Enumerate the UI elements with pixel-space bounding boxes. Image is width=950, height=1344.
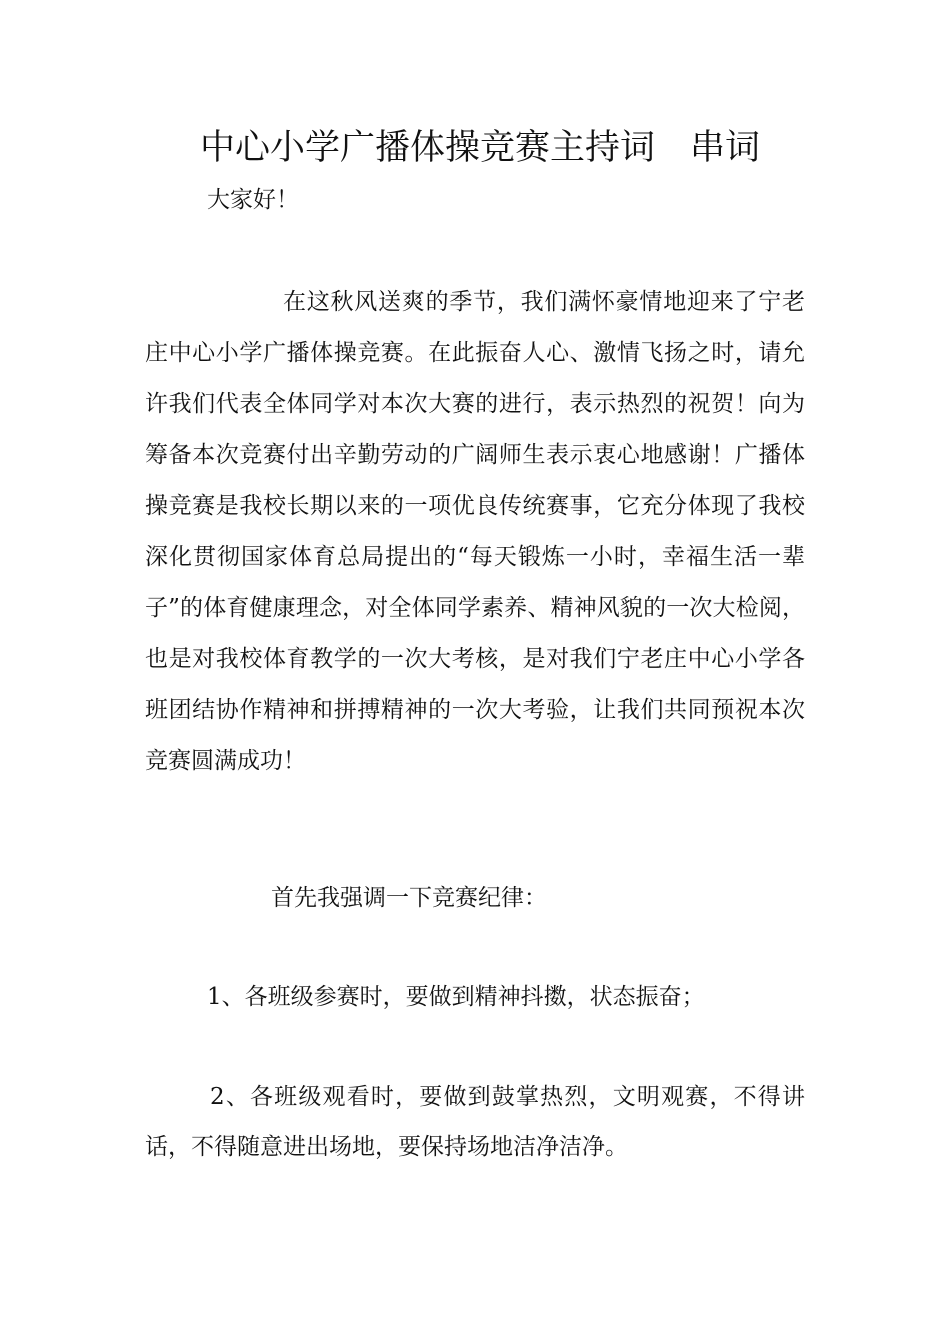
discipline-heading: 首先我强调一下竞赛纪律： bbox=[271, 885, 547, 911]
rule-item-2: 2、各班级观看时，要做到鼓掌热烈，文明观赛，不得讲话，不得随意进出场地，要保持场地洁净洁净。 bbox=[145, 1084, 805, 1160]
rule-item-1: 1、各班级参赛时，要做到精神抖擞，状态振奋； bbox=[207, 984, 705, 1010]
intro-paragraph: 在这秋风送爽的季节，我们满怀豪情地迎来了宁老庄中心小学广播体操竞赛。在此振奋人心、激情飞扬之时，请允许我们代表全体同学对本次大赛的进行，表示热烈的祝贺！向为筹备本次竞赛付出辛勤劳动的广阔师生表示衷心地感谢！广播体操竞赛是我校长期以来的一项优良传统赛事，它充分体现了我校深化贯彻国家体育总局提出的“每天锻炼一小时，幸福生活一辈子”的体育健康理念，对全体同学素养、精神风貌的一次大检阅，也是对我校体育教学的一次大考核，是对我们宁老庄中心小学各班团结协作精神和拼搏精神的一次大考验，让我们共同预祝本次竞赛圆满成功！ bbox=[145, 289, 805, 774]
document-title: 中心小学广播体操竞赛主持词 串词 bbox=[199, 128, 760, 168]
greeting: 大家好！ bbox=[207, 187, 299, 213]
